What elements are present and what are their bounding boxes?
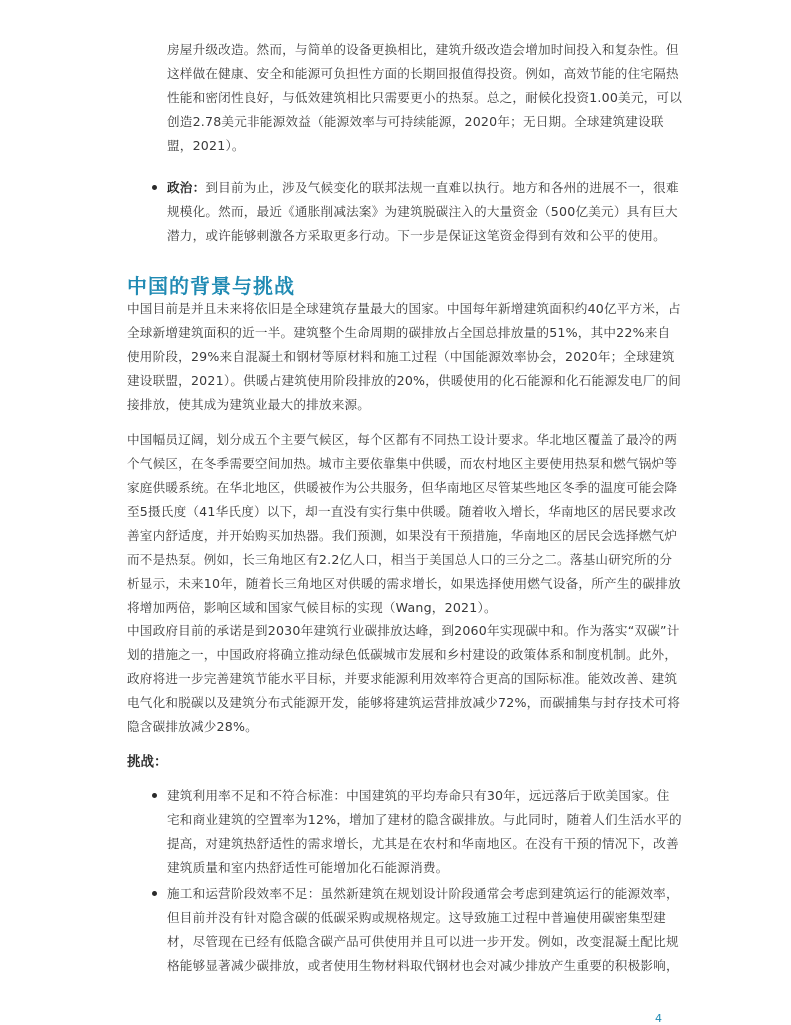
bullet-text: 建筑利用率不足和不符合标准：中国建筑的平均寿命只有30年，远远落后于欧美国家。住宅和商业建筑的空置率为12%，增加了建材的隐含碳排放。与此同时，随着人们生活水平的提高，对建筑热舒适性的需求增长，尤其是在农村和华南地区。在没有干预的情况下，改善建筑质量和室内热舒适性可能增加化石能源消费。 <box>167 788 682 875</box>
bullet-dot <box>152 891 157 896</box>
bullet-text: 房屋升级改造。然而，与简单的设备更换相比，建筑升级改造会增加时间投入和复杂性。但这样做在健康、安全和能源可负担性方面的长期回报值得投资。例如，高效节能的住宅隔热性能和密闭性良好，与低效建筑相比只需要更小的热泵。总之，耐候化投资1.00美元，可以创造2.78美元非能源效益（能源效率与可持续能源，2020年；无日期。全球建筑建设联盟，2021）。 <box>167 42 683 153</box>
bullet-item-retrofit <box>167 38 682 158</box>
bullet-text: 到目前为止，涉及气候变化的联邦法规一直难以执行。地方和各州的进展不一，很难规模化。然而，最近《通胀削减法案》为建筑脱碳注入的大量资金（500亿美元）具有巨大潜力，或许能够刺激各方采取更多行动。下一步是保证这笔资金得到有效和公平的使用。 <box>167 180 679 243</box>
bullet-item-politics <box>167 176 682 248</box>
section-title: 中国的背景与挑战 <box>127 274 295 298</box>
page-number: 4 <box>655 1012 662 1025</box>
paragraph-3: 中国政府目前的承诺是到2030年建筑行业碳排放达峰，到2060年实现碳中和。作为落实“双碳”计划的措施之一，中国政府将确立推动绿色低碳城市发展和乡村建设的政策体系和制度机制。此外，政府将进一步完善建筑节能水平目标，并要求能源利用效率符合更高的国际标准。能效改善、建筑电气化和脱碳以及建筑分布式能源开发，能够将建筑运营排放减少72%，而碳捕集与封存技术可将隐含碳排放减少28%。 <box>127 623 681 734</box>
paragraph-1: 中国目前是并且未来将依旧是全球建筑存量最大的国家。中国每年新增建筑面积约40亿平方米，占全球新增建筑面积的近一半。建筑整个生命周期的碳排放占全国总排放量的51%，其中22%来自使用阶段，29%来自混凝土和钢材等原材料和施工过程（中国能源效率协会，2020年；全球建筑建设联盟，2021）。供暖占建筑使用阶段排放的20%，供暖使用的化石能源和化石能源发电厂的间接排放，使其成为建筑业最大的排放来源。 <box>127 301 682 412</box>
bullet-text: 施工和运营阶段效率不足：虽然新建筑在规划设计阶段通常会考虑到建筑运行的能源效率，但目前并没有针对隐含碳的低碳采购或规格规定。这导致施工过程中普遍使用碳密集型建材，尽管现在已经有低隐含碳产品可供使用并且可以进一步开发。例如，改变混凝土配比规格能够显著减少碳排放，或者使用生物材料取代钢材也会对减少排放产生重要的积极影响， <box>167 886 679 973</box>
challenges-heading: 挑战： <box>127 754 168 770</box>
bullet-dot <box>152 793 157 798</box>
bullet-dot <box>152 185 157 190</box>
challenge-bullet-efficiency <box>167 882 682 978</box>
bullet-label: 政治： <box>167 180 206 195</box>
challenge-bullet-utilization <box>167 784 682 880</box>
paragraph-2: 中国幅员辽阔，划分成五个主要气候区，每个区都有不同热工设计要求。华北地区覆盖了最冷的两个气候区，在冬季需要空间加热。城市主要依靠集中供暖，而农村地区主要使用热泵和燃气锅炉等家庭供暖系统。在华北地区，供暖被作为公共服务，但华南地区尽管某些地区冬季的温度可能会降至5摄氏度（41华氏度）以下，却一直没有实行集中供暖。随着收入增长，华南地区的居民要求改善室内舒适度，并开始购买加热器。我们预测，如果没有干预措施，华南地区的居民会选择燃气炉而不是热泵。例如，长三角地区有2.2亿人口，相当于美国总人口的三分之二。落基山研究所的分析显示，未来10年，随着长三角地区对供暖的需求增长，如果选择使用燃气设备，所产生的碳排放将增加两倍，影响区域和国家气候目标的实现（Wang，2021）。 <box>127 432 681 615</box>
